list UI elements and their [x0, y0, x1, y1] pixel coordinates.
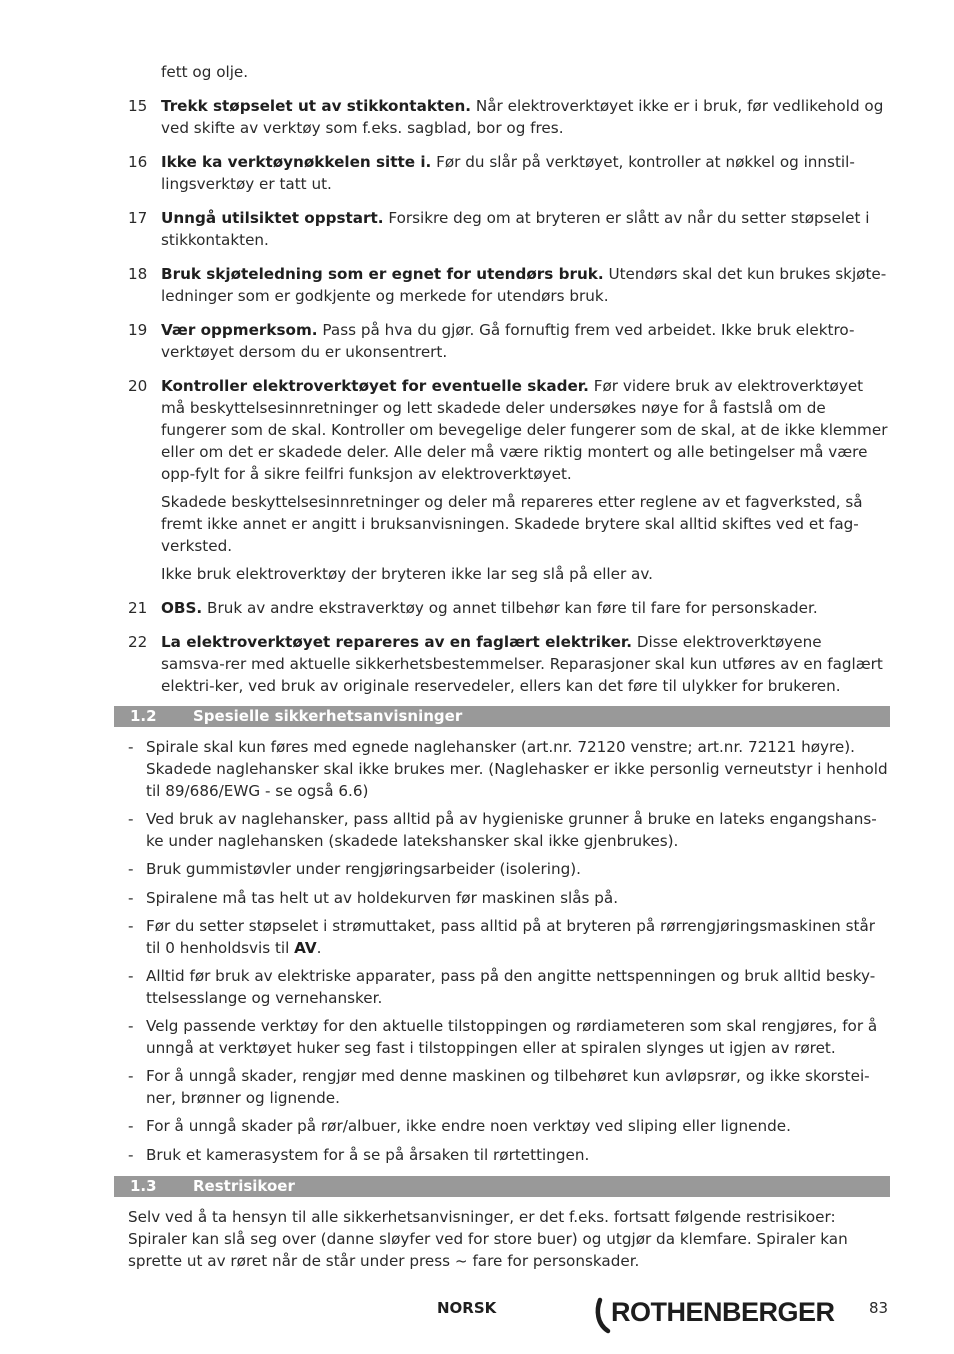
- bullet-dash: -: [128, 967, 134, 985]
- item-continuation: Skadede beskyttelsesinnretninger og deler må repareres etter reglene av et fagverksted, så fremt ikke annet er angitt i bruksanvisningen. Skadede brytere skal alltid skiftes ved et fag-verksted.: [161, 493, 863, 555]
- bullet-dash: -: [128, 738, 134, 756]
- bullet-text: For å unngå skader, rengjør med denne maskinen og tilbehøret kun avløpsrør, og ikke skorstei-ner, brønner og lignende.: [146, 1067, 870, 1107]
- bullet-text: Spiralene må tas helt ut av holdekurven før maskinen slås på.: [146, 889, 619, 907]
- item-continuation: Ikke bruk elektroverktøy der bryteren ikke lar seg slå på eller av.: [161, 565, 654, 583]
- list-item: [128, 95, 890, 139]
- bullet-item: [128, 887, 890, 909]
- restrisikoer-paragraph: Selv ved å ta hensyn til alle sikkerhetsanvisninger, er det f.eks. fortsatt følgende restrisikoer: Spiraler kan slå seg over (danne sløyfer ved for store buer) og utgjør da klemfare. Spiraler kan sprette ut av røret når de står under press ~ fare for personskader.: [128, 1208, 848, 1270]
- bullet-item: [128, 1115, 890, 1137]
- item-number: 15: [128, 97, 148, 115]
- list-item: [128, 263, 890, 307]
- item-heading: Kontroller elektroverktøyet for eventuelle skader.: [161, 377, 589, 395]
- item-heading: Vær oppmerksom.: [161, 321, 318, 339]
- list-item: [128, 631, 890, 697]
- item-number: 21: [128, 599, 148, 617]
- bullet-dash: -: [128, 1117, 134, 1135]
- brand-wordmark: ROTHENBERGER: [611, 1297, 835, 1327]
- list-item: [128, 151, 890, 195]
- item-heading: Unngå utilsiktet oppstart.: [161, 209, 384, 227]
- section-heading-bar: [114, 706, 890, 727]
- bullet-item: [128, 1144, 890, 1166]
- bullet-dash: -: [128, 810, 134, 828]
- bullet-dash: -: [128, 860, 134, 878]
- bullet-text: Bruk gummistøvler under rengjøringsarbeider (isolering).: [146, 860, 581, 878]
- item-text: Pass på hva du gjør. Gå fornuftig frem ved arbeidet. Ikke bruk elektro-verktøyet dersom du er ukonsentrert.: [161, 321, 855, 361]
- bullet-text: For å unngå skader på rør/albuer, ikke endre noen verktøy ved sliping eller lignende.: [146, 1117, 791, 1135]
- bullet-dash: -: [128, 1017, 134, 1035]
- bullet-item: [128, 965, 890, 1009]
- footer-language: NORSK: [437, 1299, 497, 1317]
- bullet-text: Ved bruk av naglehansker, pass alltid på av hygieniske grunner å bruke en lateks engangshans-ke under naglehansken (skadede latekshansker skal ikke gjenbrukes).: [146, 810, 877, 850]
- item-heading: La elektroverktøyet repareres av en faglært elektriker.: [161, 633, 633, 651]
- switch-off-label: AV: [294, 939, 317, 957]
- item-heading: Trekk støpselet ut av stikkontakten.: [161, 97, 472, 115]
- bullet-item: [128, 1065, 890, 1109]
- item-heading: OBS.: [161, 599, 203, 617]
- list-item: [128, 319, 890, 363]
- section-number: 1.2: [130, 707, 157, 725]
- item-number: 18: [128, 265, 148, 283]
- bullet-item: [128, 858, 890, 880]
- item-text: Forsikre deg om at bryteren er slått av når du setter støpselet i stikkontakten.: [161, 209, 870, 249]
- section-heading-bar: [114, 1176, 890, 1197]
- item-text: Disse elektroverktøyene samsva-rer med aktuelle sikkerhetsbestemmelser. Reparasjoner skal kun utføres av en faglært elektri-ker, ved bruk av originale reservedeler, ellers kan det føre til ulykker for brukeren.: [161, 633, 883, 695]
- bullet-text: Alltid før bruk av elektriske apparater, pass på den angitte nettspenningen og bruk alltid besky-ttelsesslange og vernehansker.: [146, 967, 876, 1007]
- bullet-dash: -: [128, 1146, 134, 1164]
- bullet-item: [128, 915, 890, 959]
- bullet-dash: -: [128, 1067, 134, 1085]
- list-item: [128, 375, 890, 485]
- bullet-dash: -: [128, 917, 134, 935]
- item-text: Utendørs skal det kun brukes skjøte-ledninger som er godkjente og merkede for utendørs bruk.: [161, 265, 887, 305]
- item-heading: Bruk skjøteledning som er egnet for utendørs bruk.: [161, 265, 604, 283]
- bullet-dash: -: [128, 889, 134, 907]
- item-text: Bruk av andre ekstraverktøy og annet tilbehør kan føre til fare for personskader.: [202, 599, 818, 617]
- item-text: Før videre bruk av elektroverktøyet må beskyttelsesinnretninger og lett skadede deler undersøkes nøye for å fastslå om de fungerer som de skal. Kontroller om bevegelige deler fungerer som de skal, at de ikke klemmer eller om det er skadede deler. Alle deler må være riktig montert og alle betingelser må være opp-fylt for å sikre feilfri funksjon av elektroverktøyet.: [161, 377, 888, 483]
- item-text: Når elektroverktøyet ikke er i bruk, før vedlikehold og ved skifte av verktøy som f.eks. sagblad, bor og fres.: [161, 97, 884, 137]
- bullet-item: [128, 736, 890, 802]
- section-number: 1.3: [130, 1177, 157, 1195]
- bullet-text: Velg passende verktøy for den aktuelle tilstoppingen og rørdiameteren som skal rengjøres, for å unngå at verktøyet huker seg fast i tilstoppingen eller at spiralen slynges ut igjen av røret.: [146, 1017, 878, 1057]
- item-number: 19: [128, 321, 148, 339]
- list-item: [128, 597, 890, 619]
- list-item: [128, 207, 890, 251]
- bullet-item: [128, 1015, 890, 1059]
- page-number: 83: [869, 1299, 889, 1317]
- bullet-text: Spirale skal kun føres med egnede naglehansker (art.nr. 72120 venstre; art.nr. 72121 høyre). Skadede naglehansker skal ikke brukes mer. (Naglehasker er ikke personlig verneutstyr i henhold til 89/686/EWG - se også 6.6): [146, 738, 888, 800]
- item-number: 22: [128, 633, 148, 651]
- bullet-text: Før du setter støpselet i strømuttaket, pass alltid på at bryteren på rørrengjøringsmaskinen står til 0 henholdsvis til AV.: [146, 917, 876, 957]
- item-number: 16: [128, 153, 148, 171]
- intro-tail: fett og olje.: [161, 63, 249, 81]
- item-text: Før du slår på verktøyet, kontroller at nøkkel og innstil-lingsverktøy er tatt ut.: [161, 153, 855, 193]
- item-heading: Ikke ka verktøynøkkelen sitte i.: [161, 153, 432, 171]
- section-title: Spesielle sikkerhetsanvisninger: [193, 707, 463, 725]
- item-number: 20: [128, 377, 148, 395]
- section-title: Restrisikoer: [193, 1177, 295, 1195]
- bullet-item: [128, 808, 890, 852]
- item-number: 17: [128, 209, 148, 227]
- bullet-text: Bruk et kamerasystem for å se på årsaken til rørtettingen.: [146, 1146, 590, 1164]
- brand-logo: [594, 1296, 839, 1336]
